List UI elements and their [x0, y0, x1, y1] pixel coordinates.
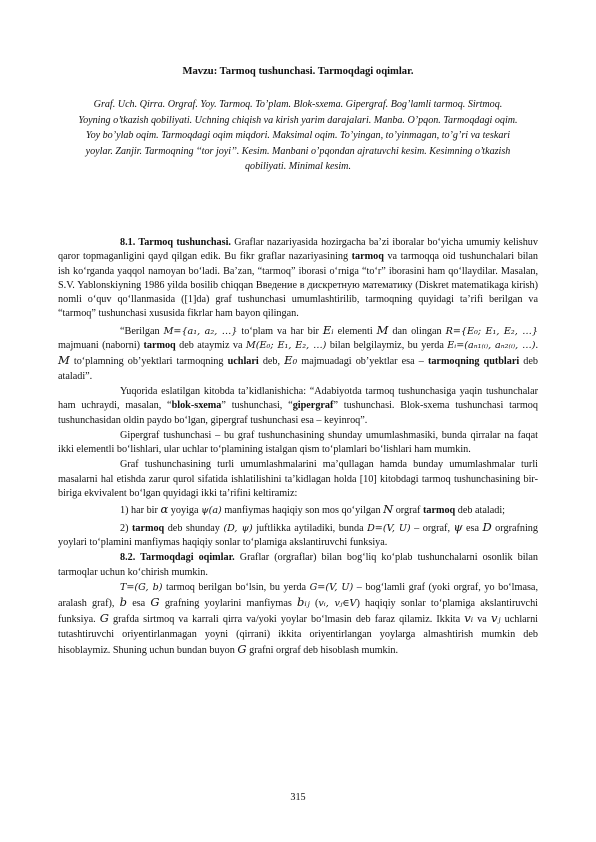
section-heading-8-2: 8.2. Tarmoqdagi oqimlar. — [120, 552, 235, 564]
section-heading-8-1: 8.1. Tarmoq tushunchasi. — [120, 237, 231, 248]
paragraph-8-1: 8.1. Tarmoq tushunchasi. Graflar nazariyasida hozirgacha ba’zi iboralar bo‘yicha umumiy kelishuv qaror topmaganligini qayd qilgan edik. Bu fikr graflar nazariyasining tarmoq va tarmoqqa oid tushunchalari bilan ish ko‘rganda yaqqol namoyan bo‘ladi. Ba’zan, “tarmoq” iborasi o‘rniga “to‘r” iborasini ham qo‘llaydilar. Masalan, S.V. Yablonskiyning 1986 yilda bosilib chiqqan Введение в дискретную математику (Diskret matematikaga kirish) nomli o‘quv qo‘llanmasida ([1]da) graf tushunchasi umumlashtirilib, tarmoqning quyidagi ta’rifi berilgan va “tarmoq” tushunchasi xususida fikrlar ham bayon qilingan. — [58, 237, 538, 320]
paragraph-definition-1: 1) har bir α yoyiga ψ(a) manfiymas haqiqiy son mos qo‘yilgan N orgraf tarmoq deb ataladi; — [120, 502, 506, 517]
paragraph-gipergraf: Gipergraf tushunchasi – bu graf tushunchasining shunday umumlashmasiki, bunda qirralar na faqat ikki elementli bo‘lishlari, ular uchlar to‘plamining istalgan qism to‘plamlari bo‘lishlari ham mumkin. — [58, 429, 538, 456]
page-number: 315 — [290, 792, 306, 803]
formula-ei-def: Eᵢ=(aₙ₁₍ᵢ₎, aₙ₂₍ᵢ₎, …) — [447, 340, 536, 352]
formula-m-e: M(E₀; E₁, E₂, …) — [245, 340, 327, 352]
paragraph-definition: “Berilgan M={a₁, a₂, …} to‘plam va har bir Eᵢ elementi M dan olingan R={E₀; E₁, E₂, …} majmuani (naborni) tarmoq deb ataymiz va M(E₀; E₁, E₂, …) bilan belgilaymiz, bu yerda Eᵢ=(aₙ₁₍ᵢ₎, aₙ₂₍ᵢ₎, …). M to‘plamning ob’yektlari tarmoqning uchlari deb, E₀ majmuadagi ob’yektlar esa – tarmoqning qutblari deb ataladi”. — [58, 322, 538, 382]
paragraph-8-2: 8.2. Tarmoqdagi oqimlar. Graflar (orgraflar) bilan bog‘liq ko‘plab tushunchalarni osonlik bilan tarmoqlar uchun ko‘chirish mumkin. — [58, 552, 539, 578]
formula-set-m: M={a₁, a₂, …} — [163, 325, 238, 337]
page-title: Mavzu: Tarmoq tushunchasi. Tarmoqdagi oqimlar. — [182, 66, 414, 77]
paragraph-generalizations: Graf tushunchasining turli umumlashmalarini ma’qullagan hamda bunday umumlashmalar turli masalarni hal etishda zarur qurol sifatida ishlatilishini ta’kidlagan holda [10] kitobdagi tarmoq tushunchasining bir-biriga ekvivalent bo‘lgan quyidagi ikki ta’rifini keltiramiz: — [58, 459, 538, 500]
formula-m: M — [376, 322, 389, 337]
body-text — [58, 236, 538, 659]
paragraph-network-def: T=(G, b) tarmoq berilgan bo‘lsin, bu yerda G=(V, U) – bog‘lamli graf (yoki orgraf, yo bo‘lmasa, aralash graf), b esa G grafning yoylarini manfiymas bᵢⱼ (vᵢ, vⱼ∈V) haqiqiy sonlar to‘plamiga akslantiruvchi funksiya. G grafda sirtmoq va karrali qirra va/yoki yoylar bo‘lmasin deb faraz qilamiz. Ikkita vᵢ va vⱼ uchlarni tutashtiruvchi oriyentirlanmagan yoyni (qirrani) ikkita oriyentirlangan yoylarga almashtirish mumkin deb hisoblaymiz. Shuning uchun bundan buyon G grafni orgraf deb hisoblash mumkin. — [58, 581, 538, 657]
formula-ei: Eᵢ — [322, 322, 334, 337]
paragraph-blok-sxema: Yuqorida eslatilgan kitobda ta’kidlanishicha: “Adabiyotda tarmoq tushunchasiga yaqin tushunchalar ham uchraydi, masalan, “blok-sxema” tushunchasi, “gipergraf” tushunchasi. Blok-sxema tushunchasi tarmoq tushunchasidan oldin paydo bo‘lgan, gipergraf tushunchasi esa – keyinroq”. — [58, 385, 538, 426]
formula-r: R={E₀; E₁, E₂, …} — [445, 325, 538, 337]
keywords-abstract: Graf. Uch. Qirra. Orgraf. Yoy. Tarmoq. To’plam. Blok-sxema. Gipergraf. Bog’lamli tarmoq. Sirtmoq. Yoyning o’tkazish qobiliyati. Uchning chiqish va kirish yarim darajalari. Manba. O’pqon. Tarmoqdagi oqim. Yoy bo’ylab oqim. Tarmoqdagi oqim miqdori. Maksimal oqim. To’yingan, to’yinmagan, to’g’ri va teskari yoylar. Zanjir. Tarmoqning ‘‘tor joyi’’. Kesim. Manbani o’pqondan ajratuvchi kesim. Kesimning o’tkazish qobiliyati. Minimal kesim. — [78, 99, 518, 173]
paragraph-definition-2: 2) tarmoq deb shunday (D, ψ) juftlikka aytiladiki, bunda D=(V, U) – orgraf, ψ esa D orgrafning yoylari to‘plamini manfiymas haqiqiy sonlar to‘plamiga akslantiruvchi funksiya. — [58, 519, 538, 548]
